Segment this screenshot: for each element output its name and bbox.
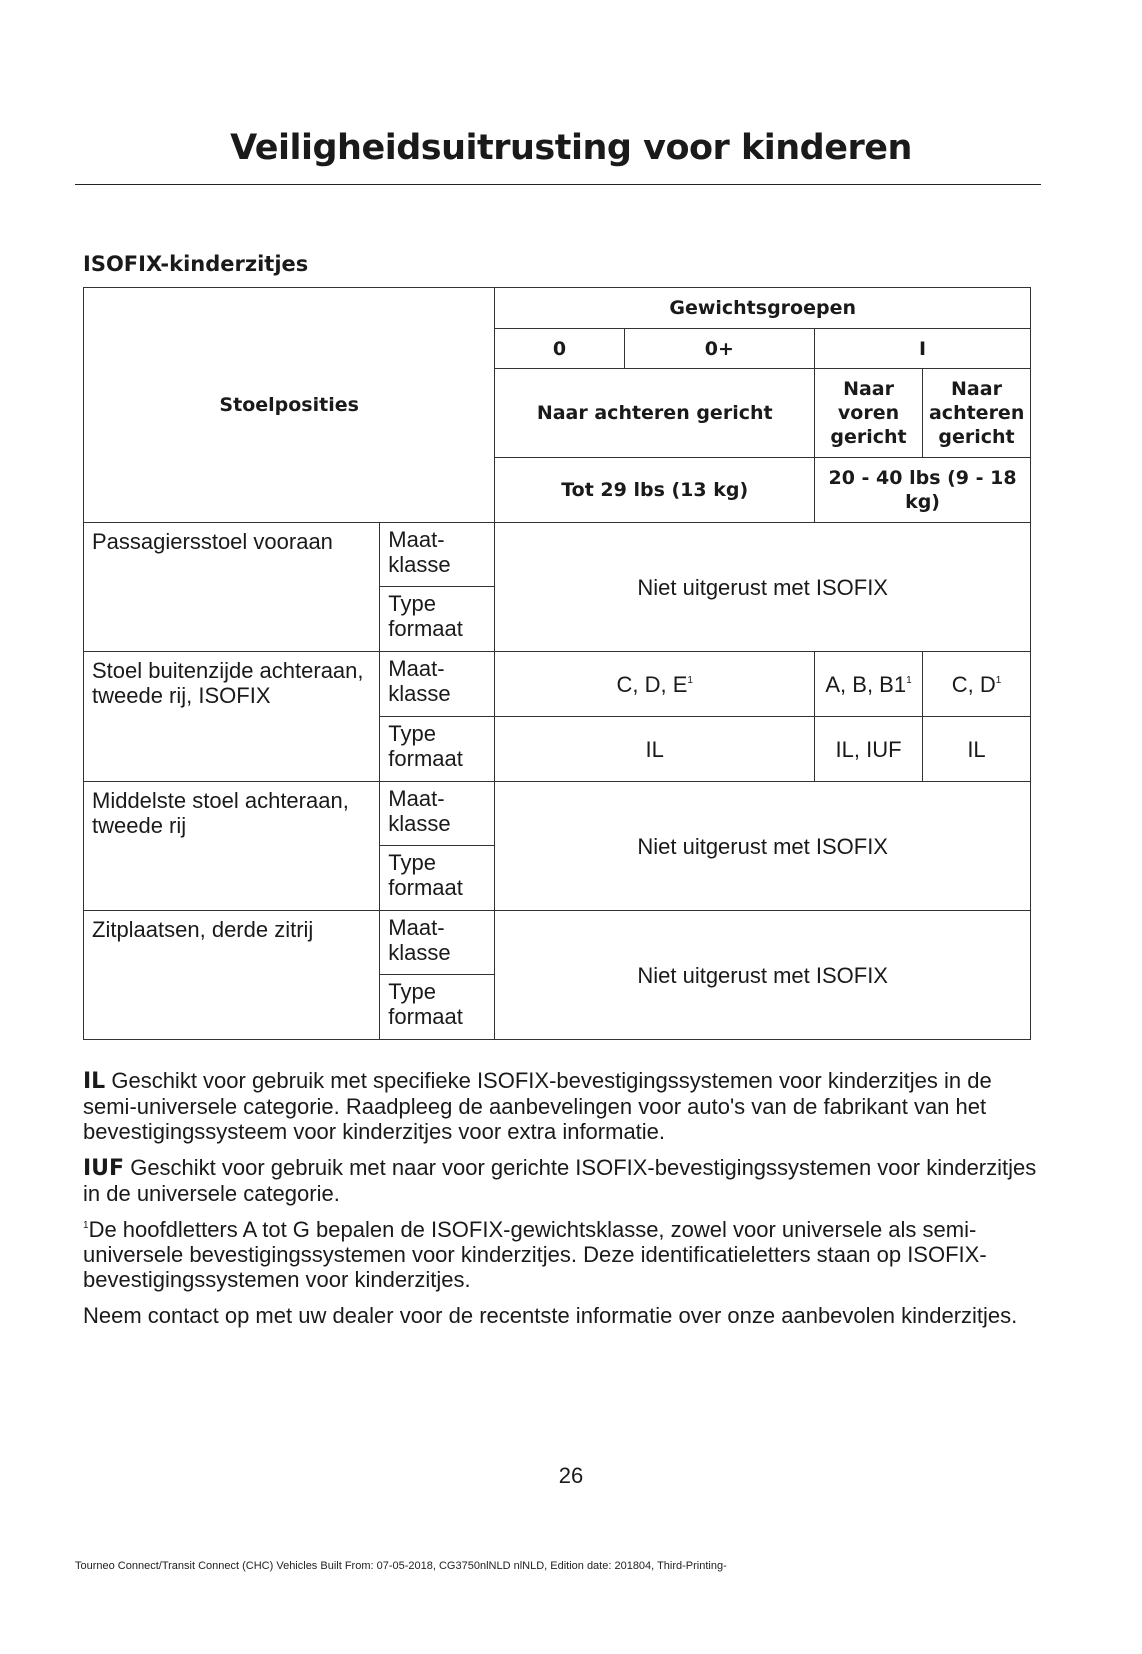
seat-position: Zitplaatsen, derde zitrij bbox=[84, 911, 380, 1040]
size-class-forward bbox=[815, 652, 923, 717]
page-number: 26 bbox=[558, 1463, 584, 1488]
note-iuf-term: IUF bbox=[83, 1156, 125, 1181]
type-format-label: Type formaat bbox=[380, 717, 495, 782]
footnote-mark: 1 bbox=[995, 674, 1002, 686]
note-footnote bbox=[83, 1217, 1039, 1292]
footer-text: Tourneo Connect/Transit Connect (CHC) Vehicles Built From: 07-05-2018, CG3750nlNLD nlNLD, Edition date: 201804, Third-Printing- bbox=[75, 1560, 727, 1572]
seat-position: Passagiersstoel vooraan bbox=[84, 523, 380, 652]
title-divider bbox=[75, 184, 1041, 185]
note-iuf-text: Geschikt voor gebruik met naar voor gerichte ISOFIX-bevestigingssystemen voor kinderzitjes in de universele categorie. bbox=[83, 1155, 1037, 1206]
group-i: I bbox=[815, 329, 1031, 369]
page-title: Veiligheidsuitrusting voor kinderen bbox=[230, 128, 912, 168]
type-format-label: Type formaat bbox=[380, 587, 495, 652]
size-class-label: Maat-klasse bbox=[380, 782, 495, 846]
type-format-forward: IL, IUF bbox=[815, 717, 923, 782]
size-class-label: Maat-klasse bbox=[380, 523, 495, 587]
footnote-mark: 1 bbox=[83, 1220, 89, 1231]
not-equipped-cell: Niet uitgerust met ISOFIX bbox=[495, 782, 1031, 911]
not-equipped-cell: Niet uitgerust met ISOFIX bbox=[495, 523, 1031, 652]
group-0plus: 0+ bbox=[624, 329, 814, 369]
seat-position: Middelste stoel achteraan, tweede rij bbox=[84, 782, 380, 911]
note-iuf bbox=[83, 1155, 1039, 1206]
size-class-label: Maat-klasse bbox=[380, 911, 495, 975]
size-class-i-rear-value: C, D bbox=[951, 671, 996, 697]
group-0: 0 bbox=[495, 329, 624, 369]
weight-range-i: 20 - 40 lbs (9 - 18 kg) bbox=[815, 458, 1031, 523]
footnote-mark: 1 bbox=[906, 674, 912, 686]
size-class-rear-value: C, D, E bbox=[616, 671, 688, 697]
notes bbox=[83, 1068, 1039, 1339]
note-il-term: IL bbox=[83, 1069, 106, 1094]
footnote-text: De hoofdletters A tot G bepalen de ISOFIX-gewichtsklasse, zowel voor universele als semi-universele bevestigingssystemen voor kinderzitjes. Deze identificatieletters staan op ISOFIX-bevestigingssystemen voor kinderzitjes. bbox=[83, 1217, 987, 1292]
section-heading: ISOFIX-kinderzitjes bbox=[83, 252, 309, 276]
header-gewichtsgroepen: Gewichtsgroepen bbox=[495, 288, 1031, 329]
type-format-label: Type formaat bbox=[380, 975, 495, 1040]
type-format-rear: IL bbox=[495, 717, 815, 782]
size-class-label: Maat-klasse bbox=[380, 652, 495, 717]
isofix-table bbox=[83, 287, 1031, 1040]
weight-range-0: Tot 29 lbs (13 kg) bbox=[495, 458, 815, 523]
note-il-text: Geschikt voor gebruik met specifieke ISOFIX-bevestigingssystemen voor kinderzitjes in de semi-universele categorie. Raadpleeg de aanbevelingen voor auto's van de fabrikant van het bevestigingssysteem voor kinderzitjes voor extra informatie. bbox=[83, 1068, 992, 1144]
rear-facing-i-header: Naar achteren gericht bbox=[922, 369, 1030, 458]
size-class-forward-value: A, B, B1 bbox=[825, 671, 907, 697]
footnote-mark: 1 bbox=[687, 674, 693, 686]
header-stoelposities: Stoelposities bbox=[84, 288, 495, 523]
size-class-rear bbox=[495, 652, 815, 717]
note-contact: Neem contact op met uw dealer voor de recentste informatie over onze aanbevolen kinderzitjes. bbox=[83, 1303, 1018, 1328]
rear-facing-header: Naar achteren gericht bbox=[495, 369, 815, 458]
not-equipped-cell: Niet uitgerust met ISOFIX bbox=[495, 911, 1031, 1040]
forward-facing-header: Naar voren gericht bbox=[815, 369, 923, 458]
seat-position: Stoel buitenzijde achteraan, tweede rij, ISOFIX bbox=[84, 652, 380, 782]
type-format-i-rear: IL bbox=[922, 717, 1030, 782]
size-class-i-rear bbox=[922, 652, 1030, 717]
note-il bbox=[83, 1068, 1039, 1144]
type-format-label: Type formaat bbox=[380, 846, 495, 911]
